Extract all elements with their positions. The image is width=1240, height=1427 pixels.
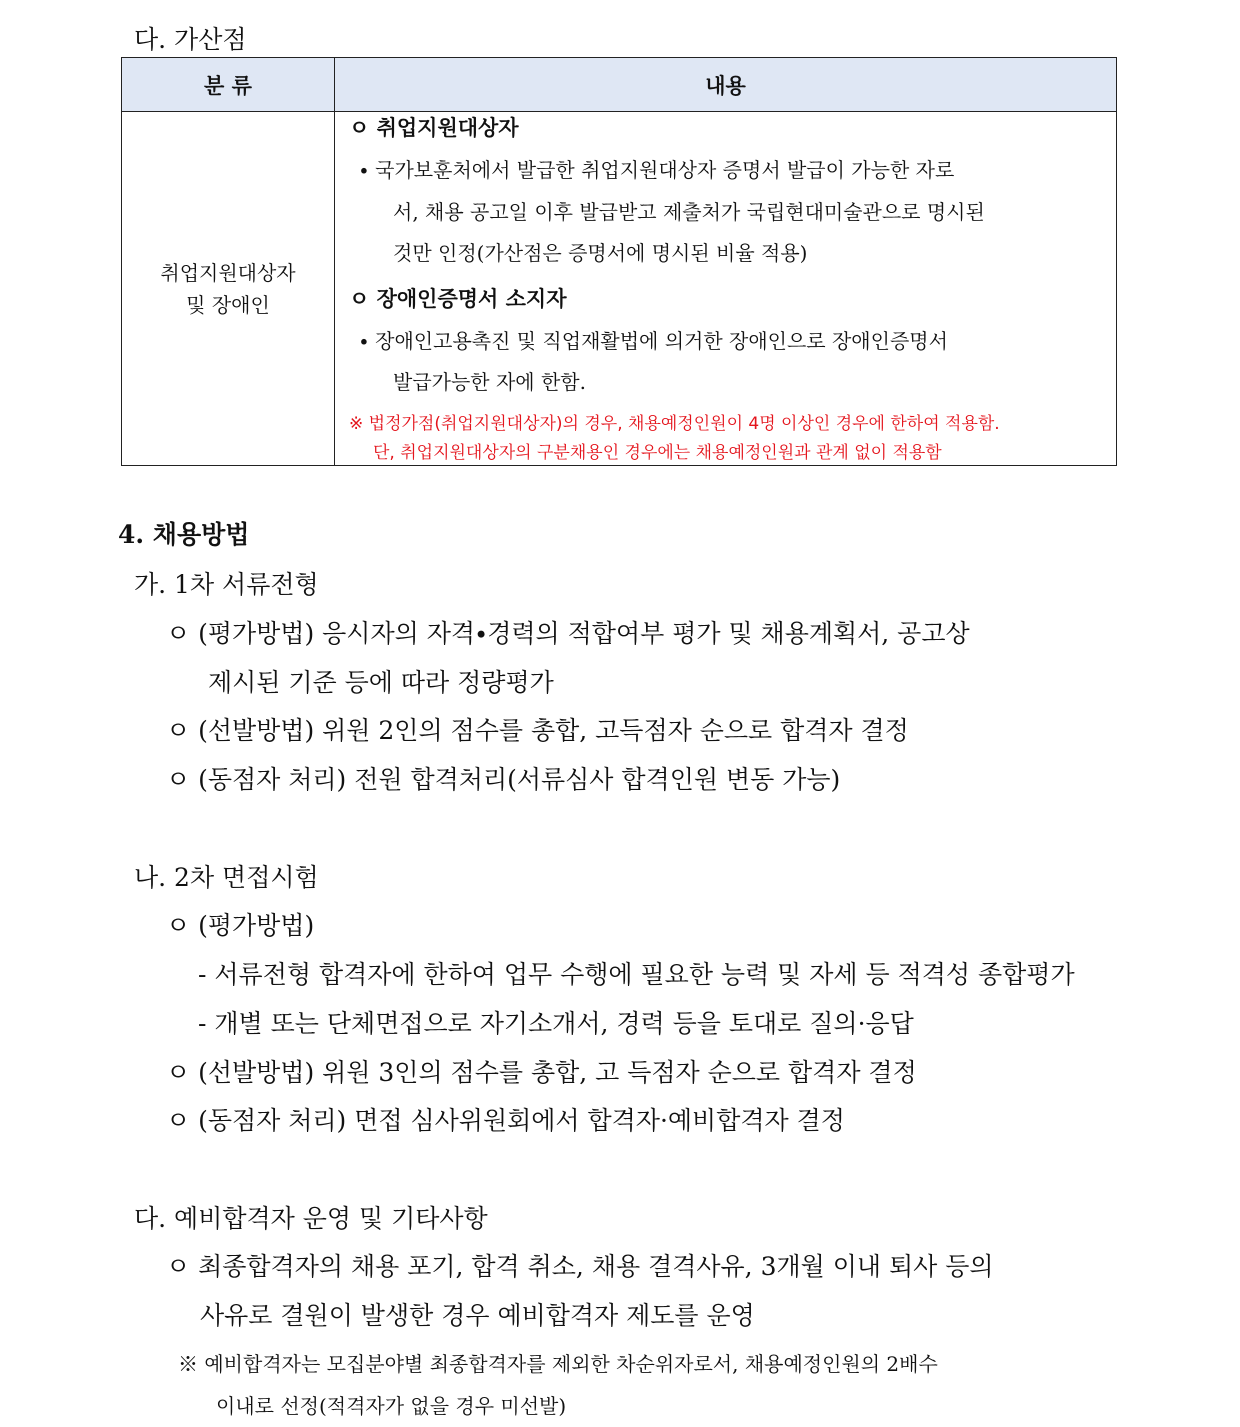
doc-eval-method-line1: ㅇ (평가방법) 응시자의 자격∙경력의 적합여부 평가 및 채용계획서, 공고상 [166,619,970,648]
reserve-note-line1: ※ 예비합격자는 모집분야별 최종합격자를 제외한 차순위자로서, 채용예정인원의 2배수 [178,1352,938,1376]
reserve-line1: ㅇ 최종합격자의 채용 포기, 합격 취소, 채용 결격사유, 3개월 이내 퇴사 등의 [166,1252,994,1281]
reserve-note-line2: 이내로 선정(적격자가 없을 경우 미선발) [216,1394,567,1418]
doc-eval-method-line2: 제시된 기준 등에 따라 정량평가 [208,668,554,697]
bonus-points-table [121,57,1117,466]
item-disability-line2: 발급가능한 자에 한함. [393,370,586,394]
interview-eval-detail2: - 개별 또는 단체면접으로 자기소개서, 경력 등을 토대로 질의·응답 [198,1009,914,1038]
item-veterans-line3: 것만 인정(가산점은 증명서에 명시된 비율 적용) [393,241,808,265]
category-label-line1: 취업지원대상자 [160,260,296,285]
column-header-category: 분 류 [122,58,335,112]
item-veterans-line2: 서, 채용 공고일 이후 발급받고 제출처가 국립현대미술관으로 명시된 [393,200,985,224]
interview-tie-handling: ㅇ (동점자 처리) 면접 심사위원회에서 합격자·예비합격자 결정 [166,1106,845,1135]
subsection-heading-reserve-candidates: 다. 예비합격자 운영 및 기타사항 [134,1204,488,1233]
item-disability-line1: ∙ 장애인고용촉진 및 직업재활법에 의거한 장애인으로 장애인증명서 [359,329,948,353]
reserve-line2: 사유로 결원이 발생한 경우 예비합격자 제도를 운영 [200,1301,755,1330]
legal-points-note-line2: 단, 취업지원대상자의 구분채용인 경우에는 채용예정인원과 관계 없이 적용함 [373,443,942,463]
interview-eval-detail1: - 서류전형 합격자에 한하여 업무 수행에 필요한 능력 및 자세 등 적격성 종합평가 [198,960,1075,989]
category-label-line2: 및 장애인 [186,292,270,317]
column-header-content: 내용 [335,58,1117,112]
category-cell [122,112,335,466]
interview-eval-method: ㅇ (평가방법) [166,911,315,940]
item-veterans-line1: ∙ 국가보훈처에서 발급한 취업지원대상자 증명서 발급이 가능한 자로 [359,158,955,182]
interview-selection-method: ㅇ (선발방법) 위원 3인의 점수를 총합, 고 득점자 순으로 합격자 결정 [166,1058,917,1087]
legal-points-note-line1: ※ 법정가점(취업지원대상자)의 경우, 채용예정인원이 4명 이상인 경우에 한하여 적용함. [349,414,1000,434]
section-heading-recruitment-method: 4. 채용방법 [118,520,250,549]
doc-tie-handling: ㅇ (동점자 처리) 전원 합격처리(서류심사 합격인원 변동 가능) [166,765,841,794]
doc-selection-method: ㅇ (선발방법) 위원 2인의 점수를 총합, 고득점자 순으로 합격자 결정 [166,716,909,745]
item-veterans-heading: ㅇ 취업지원대상자 [349,115,519,140]
content-cell [335,112,1117,466]
subsection-heading-document-screening: 가. 1차 서류전형 [134,570,319,599]
item-disability-heading: ㅇ 장애인증명서 소지자 [349,286,567,311]
subsection-heading-interview: 나. 2차 면접시험 [134,863,319,892]
section-heading-bonus-points: 다. 가산점 [134,25,247,54]
